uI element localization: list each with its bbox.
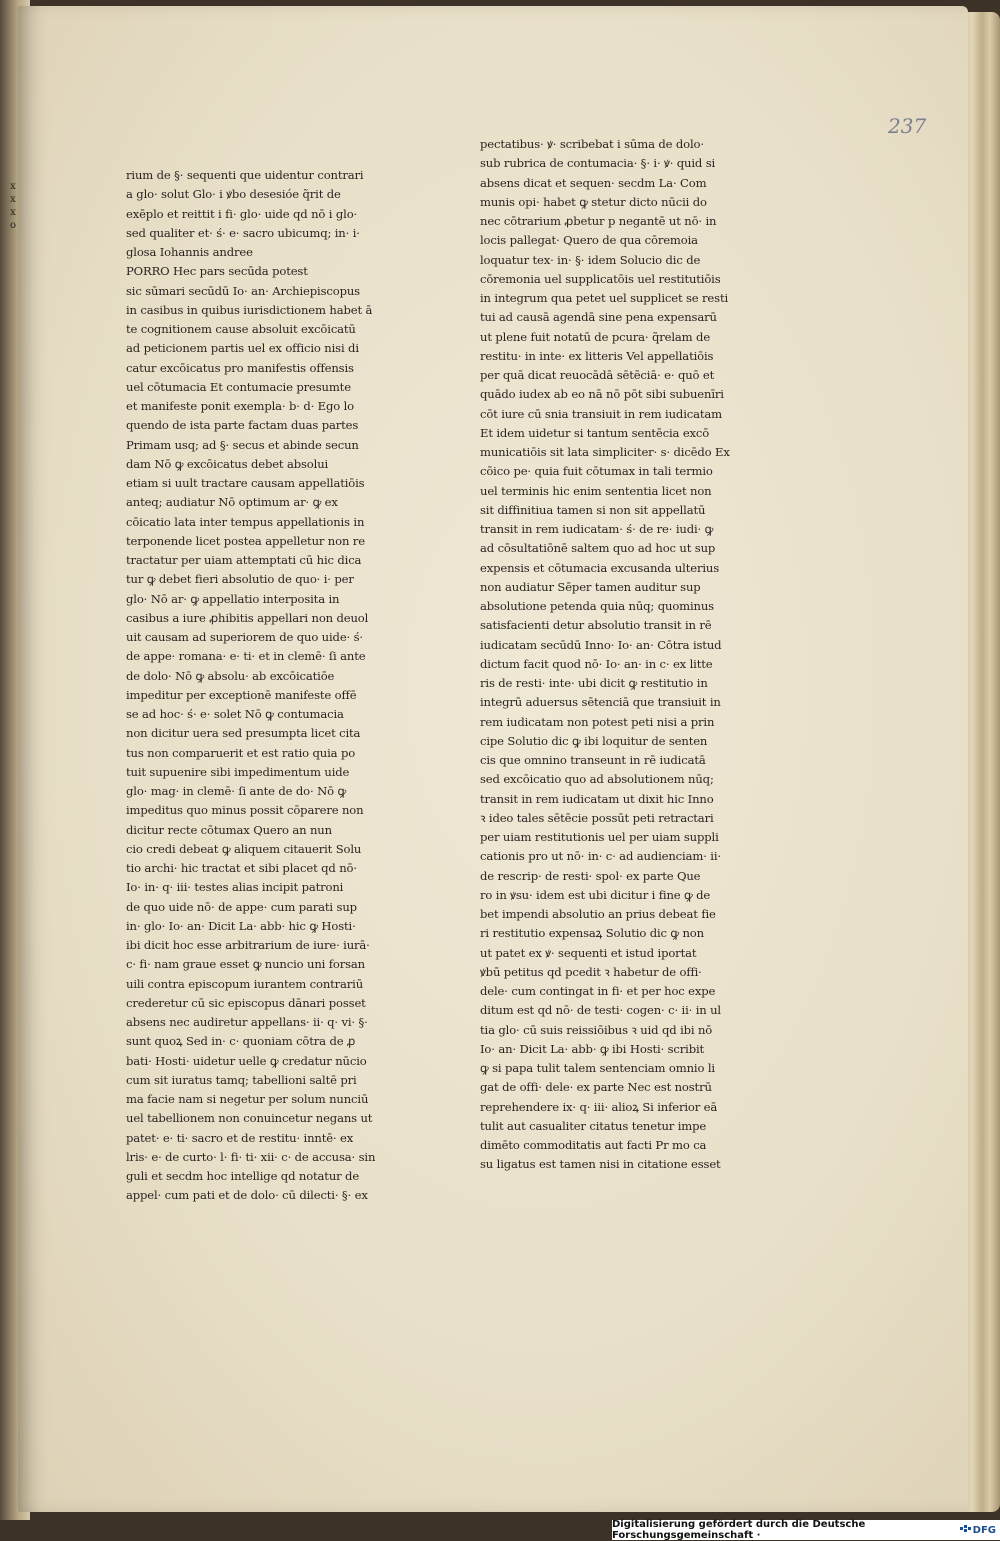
text-line: dicitur recte cōtumax Quero an nun [126,822,332,837]
text-line: ꝙ si papa tulit talem sentenciam omnio li [480,1061,715,1075]
text-line: transit in rem iudicatam· ś· de re· iudi· ꝙ [480,522,714,536]
text-line: Io· an· Dicit La· abb· ꝙ ibi Hosti· scribit [480,1041,705,1056]
text-line: uili contra episcopum iurantem contrariū [126,976,364,991]
text-line: PORRO Hec pars secūda potest [126,264,308,279]
text-line: expensis et cōtumacia excusanda ulterius [480,560,720,575]
text-line: guli et secdm hoc intellige qd notatur de [126,1169,360,1183]
text-line: absens nec audiretur appellans· ii· q· vi· §· [126,1015,368,1029]
text-line: cio credi debeat ꝙ aliquem citauerit Solu [126,841,362,856]
text-line: pectatibus· ꝟ· scribebat i sūma de dolo· [480,137,704,151]
text-line: tuit supuenire sibi impedimentum uide [126,764,350,779]
text-line: etiam si uult tractare causam appellatiōis [126,476,365,490]
text-line: bati· Hosti· uidetur uelle ꝙ credatur nūcio [126,1053,367,1068]
text-line: uit causam ad superiorem de quo uide· ś· [126,630,363,644]
text-line: ri restitutio expensaꝝ Solutio dic ꝙ non [480,926,704,941]
left-text-column [126,166,398,1206]
text-line: ma facie nam si negetur per solum nunciū [126,1092,369,1106]
text-line: cōt iure cū snia transiuit in rem iudicatam [480,406,722,421]
text-line: crederetur cū sic episcopus dānari posset [126,995,366,1010]
text-line: cōicatio lata inter tempus appellationis in [126,514,365,529]
text-line: patet· e· ti· sacro et de restitu· inntē· ex [126,1130,354,1145]
text-line: casibus a iure ꝓhibitis appellari non deuol [126,610,369,625]
text-line: satisfacienti detur absolutio transit in rē [480,618,712,633]
text-line: uel cōtumacia Et contumacie presumte [126,379,351,394]
text-line: iudicatam secūdū Inno· Io· an· Cōtra istud [480,637,722,652]
text-line: sed qualiter et· ś· e· sacro ubicumq; in· i· [126,225,360,240]
text-line: sic sūmari secūdū Io· an· Archiepiscopus [126,283,360,298]
text-line: te cognitionem cause absoluit excōicatū [126,322,356,336]
text-line: sunt quoꝝ Sed in· c· quoniam cōtra de ꝓ [126,1034,356,1049]
text-line: tio archi· hic tractat et sibi placet qd nō· [126,861,357,875]
text-line: ut patet ex ꝟ· sequenti et istud iportat [480,945,697,960]
text-line: impeditus quo minus possit cōparere non [126,803,364,818]
text-line: in integrum qua petet uel supplicet se resti [480,291,729,305]
text-line: se ad hoc· ś· e· solet Nō ꝙ contumacia [126,707,344,721]
text-line: de appe· romana· e· ti· et in clemē· ſi ante [126,649,366,664]
text-line: loquatur tex· in· §· idem Solucio dic de [480,252,701,267]
text-line: tur ꝙ debet fieri absolutio de quo· i· per [126,572,354,587]
text-line: ut plene fuit notatū de pcura· q̃relam de [480,329,711,344]
text-line: cōico pe· quia fuit cōtumax in tali termio [480,464,713,479]
footer-bar [612,1520,1000,1540]
text-line: ad peticionem partis uel ex officio nisi di [126,341,359,356]
text-line: ditum est qd nō· de testi· cogen· c· ii· in ul [480,1003,721,1018]
text-line: munis opi· habet ꝙ stetur dicto nūcii do [480,194,707,209]
text-line: c· fi· nam graue esset ꝙ nuncio uni forsan [126,957,365,972]
text-line: absens dicat et sequen· secdm La· Com [480,175,707,190]
text-line: integrū aduersus sētenciā que transiuit in [480,695,721,710]
text-line: de rescrip· de resti· spol· ex parte Que [480,868,701,883]
text-line: su ligatus est tamen nisi in citatione esset [480,1157,721,1172]
text-line: Io· in· q· iii· testes alias incipit patroni [126,880,344,895]
text-line: rem iudicatam non potest peti nisi a prin [480,714,715,729]
text-line: cipe Solutio dic ꝙ ibi loquitur de senten [480,733,708,748]
text-line: sed excōicatio quo ad absolutionem nūq; [480,772,714,787]
text-line: uel tabellionem non conuincetur negans ut [126,1111,373,1126]
text-line: ris de resti· inte· ubi dicit ꝙ restitutio in [480,676,708,690]
text-line: glosa Iohannis andree [126,245,253,259]
text-line: sit diffinitiua tamen si non sit appellatū [480,502,706,517]
text-line: anteq; audiatur Nō optimum ar· ꝙ ex [126,495,338,510]
margin-note: x [10,194,16,205]
text-line: cationis pro ut nō· in· c· ad audienciam· ii· [480,849,721,864]
margin-notes [3,180,23,232]
text-line: bet impendi absolutio an prius debeat fie [480,907,716,921]
text-line: cis que omnino transeunt in rē iudicatā [480,753,706,767]
text-line: dele· cum contingat in fi· et per hoc expe [480,984,716,998]
text-line: ibi dicit hoc esse arbitrarium de iure· iurā· [126,938,370,952]
text-line: in· glo· Io· an· Dicit La· abb· hic ꝙ Hosti· [126,918,356,933]
text-line: ad cōsultatiōnē saltem quo ad hoc ut sup [480,541,716,556]
text-line: municatiōis sit lata simpliciter· s· dicēdo Ex [480,445,730,459]
text-line: tulit aut casualiter citatus tenetur impe [480,1118,707,1133]
text-line: quādo iudex ab eo nā nō pōt sibi subuenīri [480,387,724,402]
dfg-logo-text: DFG [972,1524,996,1536]
text-line: Primam usq; ad §· secus et abinde secun [126,437,359,452]
text-line: cum sit iuratus tamq; tabellioni saltē pri [126,1072,357,1087]
text-line: ꝛ ideo tales sētēcie possūt peti retractari [480,810,714,825]
text-line: impeditur per exceptionē manifeste offē [126,687,357,702]
text-line: tus non comparuerit et est ratio quia po [126,745,356,760]
text-line: reprehendere ix· q· iii· alioꝝ Si inferior eā [480,1099,718,1114]
text-line: de quo uide nō· de appe· cum parati sup [126,899,357,914]
text-line: transit in rem iudicatam ut dixit hic Inno [480,791,714,806]
text-line: restitu· in inte· ex litteris Vel appellatiōis [480,348,714,363]
text-line: ro in ꝟsu· idem est ubi dicitur i fine ꝙ de [480,887,711,902]
text-line: ꝟbū petitus qd pcedit ꝛ habetur de offi· [480,964,702,979]
text-line: absolutione petenda quia nūq; quominus [480,599,714,613]
text-line: tractatur per uiam attemptati cū hic dica [126,553,362,567]
text-line: uel terminis hic enim sententia licet non [480,483,712,498]
text-line: non dicitur uera sed presumpta licet cita [126,726,361,741]
footer-credit-text: Digitalisierung gefördert durch die Deutsche Forschungsgemeinschaft · [612,1519,866,1541]
dfg-logo-icon [960,1525,972,1535]
text-line: dimēto commoditatis aut facti Pr mo ca [480,1138,707,1152]
dfg-logo [960,1525,996,1536]
text-line: nec cōtrarium ꝓbetur p negantē ut nō· in [480,214,717,228]
text-line: non audiatur Sēper tamen auditur sup [480,579,701,594]
text-line: appel· cum pati et de dolo· cū dilecti· §· ex [126,1188,368,1203]
text-line: per quā dicat reuocādā sētēciā· e· quō et [480,368,715,382]
margin-note: x [10,207,16,218]
text-line: glo· mag· in clemē· ſi ante de do· Nō ꝙ [126,784,347,798]
text-line: lris· e· de curto· l· fi· ti· xii· c· de accusa· sin [126,1149,376,1164]
text-line: Et idem uidetur si tantum sentēcia excō [480,425,710,440]
margin-note: o [9,220,17,231]
text-line: sub rubrica de contumacia· §· i· ꝟ· quid si [480,156,716,171]
text-line: cōremonia uel supplicatōis uel restitutiōis [480,271,721,286]
text-line: in casibus in quibus iurisdictionem habet ā [126,302,373,317]
text-line: locis pallegat· Quero de qua cōremoia [480,233,698,248]
text-line: de dolo· Nō ꝙ absolu· ab excōicatiōe [126,668,335,683]
margin-note: x [10,181,16,192]
text-line: catur excōicatus pro manifestis offensis [126,360,354,375]
text-line: tia glo· cū suis reissiōibus ꝛ uid qd ibi nō [480,1022,713,1037]
text-line: terponende licet postea appelletur non re [126,533,365,548]
text-line: dictum facit quod nō· Io· an· in c· ex litte [480,656,713,671]
text-line: per uiam restitutionis uel per uiam suppli [480,830,719,844]
text-line: a glo· solut Glo· i ꝟbo desesióe q̃rit de [126,187,341,202]
text-line: dam Nō ꝙ excōicatus debet absolui [126,456,329,471]
text-line: exēplo et reittit i fi· glo· uide qd nō i glo· [126,206,358,221]
text-line: gat de offi· dele· ex parte Nec est nostrū [480,1080,712,1095]
right-text-column [480,135,742,1175]
folio-number: 237 [888,114,927,138]
text-line: rium de §· sequenti que uidentur contrari [126,168,364,182]
text-line: glo· Nō ar· ꝙ appellatio interposita in [126,591,340,606]
text-line: quendo de ista parte factam duas partes [126,418,359,433]
text-line: et manifeste ponit exempla· b· d· Ego lo [126,399,355,413]
text-line: tui ad causā agendā sine pena expensarū [480,310,717,325]
